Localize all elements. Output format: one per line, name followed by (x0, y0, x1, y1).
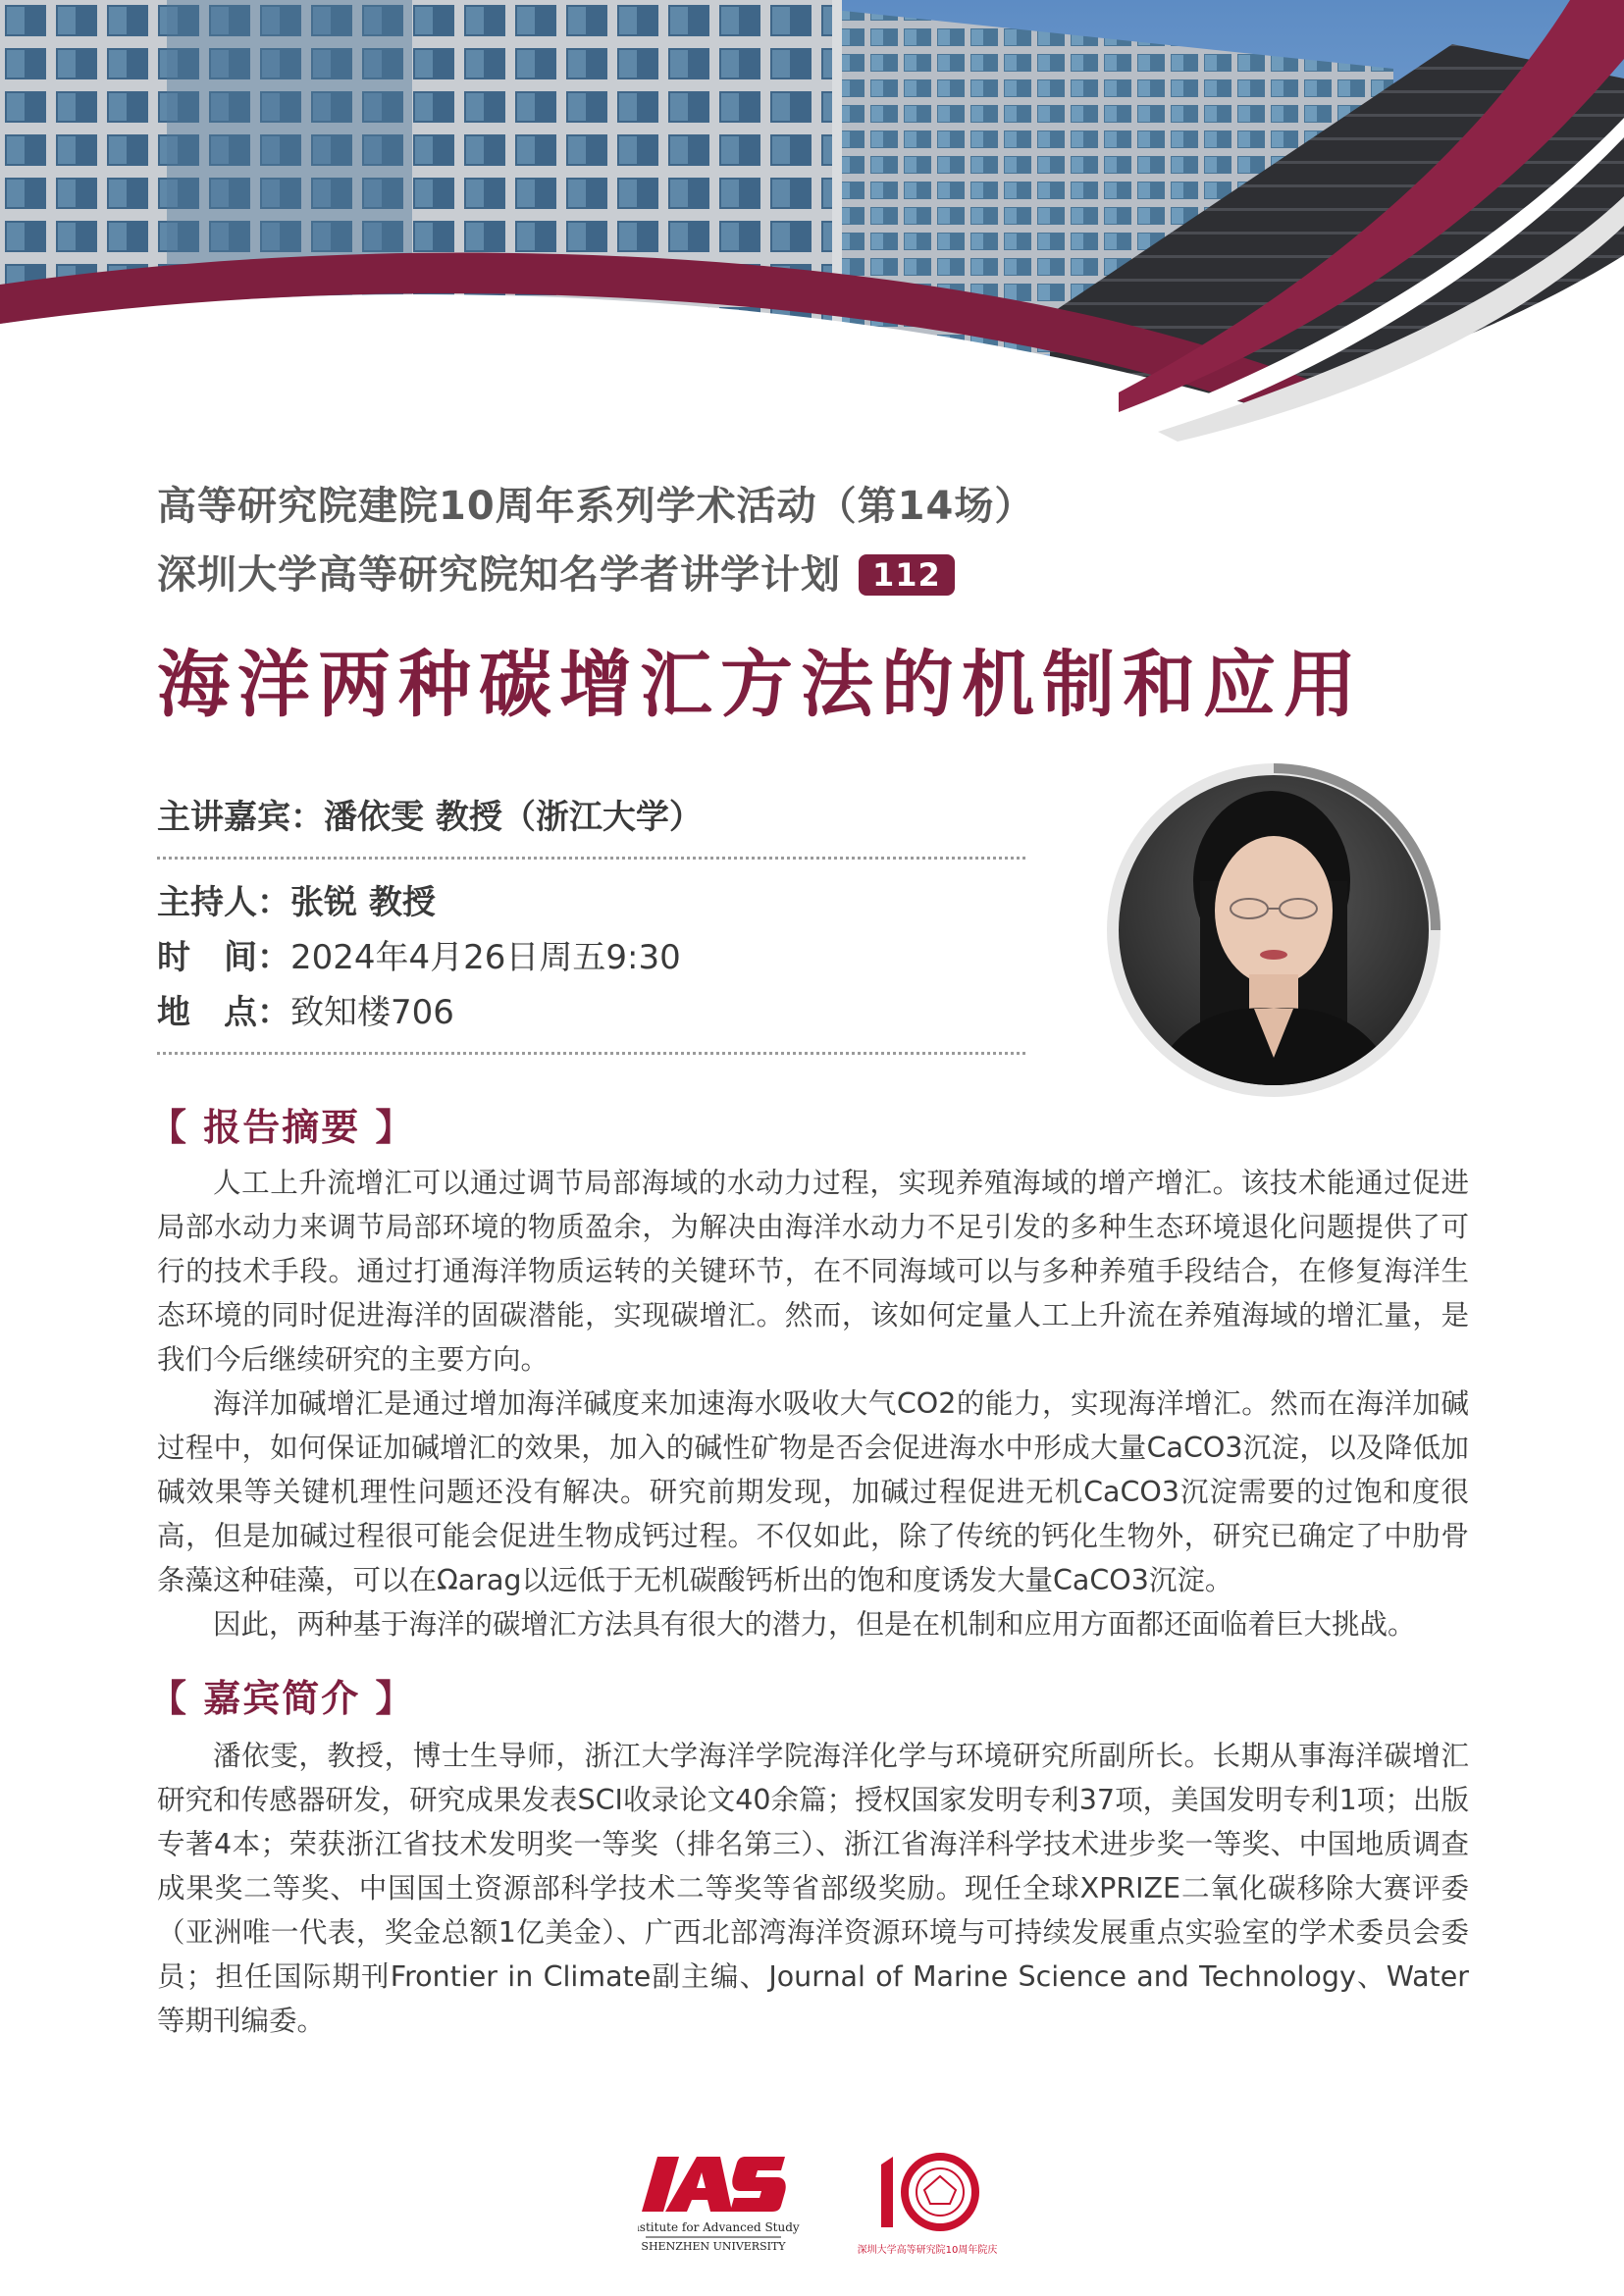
bio-body (157, 1734, 1469, 2043)
time-label: 时 间： (157, 938, 290, 977)
anniversary-logo (854, 2147, 1001, 2265)
speaker-label: 主讲嘉宾： (157, 798, 324, 837)
location-row (157, 985, 1025, 1040)
speaker-value: 潘依雯 教授（浙江大学） (324, 798, 703, 837)
series-titles (157, 479, 1034, 602)
abstract-body (157, 1161, 1469, 1646)
abstract-paragraph-1: 人工上升流增汇可以通过调节局部海域的水动力过程，实现养殖海域的增产增汇。该技术能通过促进局部水动力来调节局部环境的物质盈余，为解决由海洋水动力不足引发的多种生态环境退化问题提供了可行的技术手段。通过打通海洋物质运转的关键环节，在不同海域可以与多种养殖手段结合，在修复海洋生态环境的同时促进海洋的固碳潜能，实现碳增汇。然而，该如何定量人工上升流在养殖海域的增汇量，是我们今后继续研究的主要方向。 (157, 1167, 1469, 1376)
anniversary-emblem (854, 2147, 1001, 2265)
host-label: 主持人： (157, 883, 290, 922)
divider (157, 857, 1025, 860)
series-line-2: 深圳大学高等研究院知名学者讲学计划 (157, 552, 841, 598)
time-row (157, 930, 1025, 985)
series-line-1: 高等研究院建院10周年系列学术活动（第14场） (157, 484, 1035, 529)
event-info (157, 790, 1025, 1070)
location-label: 地 点： (157, 993, 290, 1032)
abstract-paragraph-2: 海洋加碱增汇是通过增加海洋碱度来加速海水吸收大气CO2的能力，实现海洋增汇。然而在海洋加碱过程中，如何保证加碱增汇的效果，加入的碱性矿物是否会促进海水中形成大量CaCO3沉淀，以及降低加碱效果等关键机理性问题还没有解决。研究前期发现，加碱过程促进无机CaCO3沉淀需要的过饱和度很高，但是加碱过程很可能会促进生物成钙过程。不仅如此，除了传统的钙化生物外，研究已确定了中肋骨条藻这种硅藻，可以在Ωarag以远低于无机碳酸钙析出的饱和度诱发大量CaCO3沉淀。 (157, 1387, 1469, 1596)
location-value: 致知楼706 (290, 993, 454, 1032)
bio-paragraph-1: 潘依雯，教授，博士生导师，浙江大学海洋学院海洋化学与环境研究所副所长。长期从事海洋碳增汇研究和传感器研发，研究成果发表SCI收录论文40余篇；授权国家发明专利37项，美国发明专利1项；出版专著4本；荣获浙江省技术发明奖一等奖（排名第三）、浙江省海洋科学技术进步奖一等奖、中国地质调查成果奖二等奖、中国国土资源部科学技术二等奖等省部级奖励。现任全球XPRIZE二氧化碳移除大赛评委（亚洲唯一代表，奖金总额1亿美金）、广西北部湾海洋资源环境与可持续发展重点实验室的学术委员会委员；担任国际期刊Frontier in Climate副主编、Journal of Marine Science and Technology、Water等期刊编委。 (157, 1740, 1469, 2037)
speaker-row (157, 790, 1025, 845)
divider (157, 1052, 1025, 1055)
series-line-2-wrap (157, 548, 1034, 602)
lecture-title: 海洋两种碳增汇方法的机制和应用 (157, 643, 1364, 727)
host-row (157, 875, 1025, 930)
anniversary-caption: 深圳大学高等研究院10周年院庆 (857, 2245, 998, 2256)
ias-caption-2: SHENZHEN UNIVERSITY (641, 2240, 786, 2253)
time-value: 2024年4月26日周五9:30 (290, 938, 681, 977)
abstract-paragraph-3: 因此，两种基于海洋的碳增汇方法具有很大的潜力，但是在机制和应用方面都还面临着巨大挑战。 (213, 1608, 1416, 1641)
series-number-badge: 112 (859, 554, 955, 596)
abstract-heading: 【 报告摘要 】 (149, 1106, 415, 1149)
bio-heading: 【 嘉宾简介 】 (149, 1677, 415, 1720)
speaker-portrait (1107, 763, 1441, 1097)
ias-caption-1: Institute for Advanced Study (638, 2220, 800, 2234)
host-value: 张锐 教授 (290, 883, 436, 922)
portrait-image (1107, 763, 1441, 1097)
